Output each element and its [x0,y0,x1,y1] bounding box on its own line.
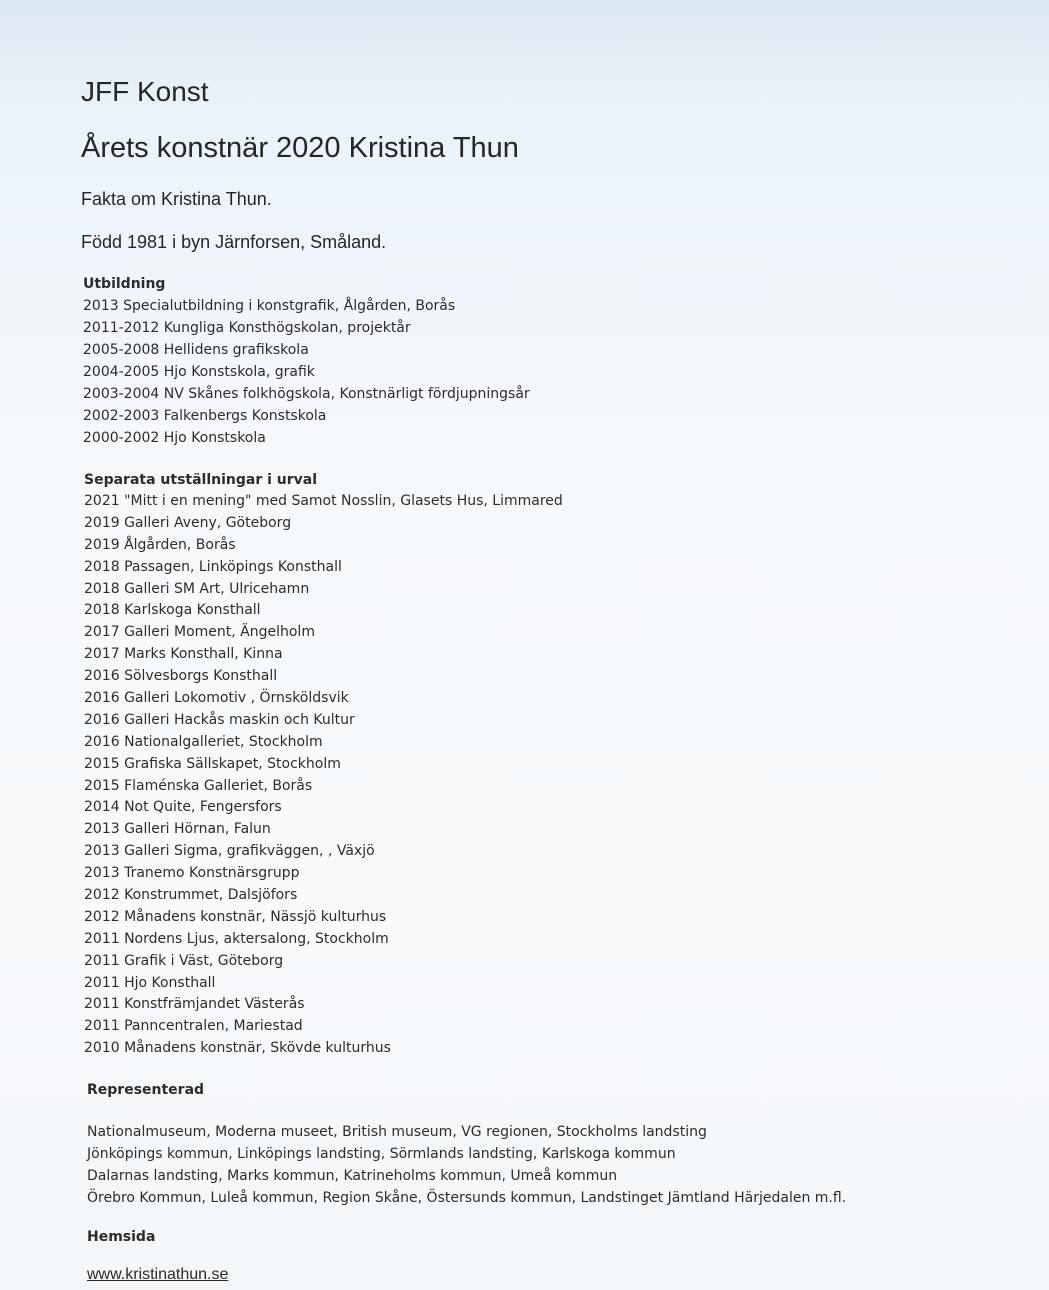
list-item: 2017 Marks Konsthall, Kinna [84,646,283,663]
list-item: 2011 Panncentralen, Mariestad [84,1018,303,1035]
list-item: 2019 Galleri Aveny, Göteborg [84,514,292,531]
list-item: 2012 Konstrummet, Dalsjöfors [84,887,298,904]
exhibitions-list [84,491,563,1060]
list-item: 2011-2012 Kungliga Konsthögskolan, projektår [83,320,411,336]
list-item: 2016 Nationalgalleriet, Stockholm [84,733,323,750]
list-item: 2011 Hjo Konsthall [84,974,216,991]
list-item: 2010 Månadens konstnär, Skövde kulturhus [84,1040,391,1057]
education-list [83,295,530,449]
list-item: 2016 Galleri Lokomotiv , Örnsköldsvik [84,690,349,707]
education-heading: Utbildning [83,276,166,292]
list-item: 2016 Sölvesborgs Konsthall [84,668,278,685]
list-item: 2013 Galleri Hörnan, Falun [84,821,271,838]
website-heading: Hemsida [87,1229,156,1245]
list-item: 2016 Galleri Hackås maskin och Kultur [84,711,355,728]
list-item: 2015 Grafiska Sällskapet, Stockholm [84,755,341,772]
list-item: 2013 Tranemo Konstnärsgrupp [84,865,300,882]
website-section [87,1226,228,1284]
list-item: 2018 Karlskoga Konsthall [84,602,261,619]
list-item: 2011 Konstfrämjandet Västerås [84,996,305,1013]
list-item: 2013 Galleri Sigma, grafikväggen, , Växjö [84,843,375,860]
list-item: 2014 Not Quite, Fengersfors [84,799,282,816]
birth-info: Född 1981 i byn Järnforsen, Småland. [81,232,387,252]
intro-text: Fakta om Kristina Thun. [81,189,272,209]
exhibitions-section [84,469,563,1060]
list-item: Jönköpings kommun, Linköpings landsting, Sörmlands landsting, Karlskoga kommun [87,1146,676,1162]
list-item: 2019 Ålgården, Borås [84,536,236,553]
list-item: 2018 Passagen, Linköpings Konsthall [84,558,342,575]
list-item: Nationalmuseum, Moderna museet, British museum, VG regionen, Stockholms landsting [87,1124,707,1140]
list-item: Dalarnas landsting, Marks kommun, Katrineholms kommun, Umeå kommun [87,1168,618,1184]
list-item: 2002-2003 Falkenbergs Konstskola [83,408,327,424]
list-item: 2017 Galleri Moment, Ängelholm [84,624,315,641]
website-link[interactable]: www.kristinathun.se [87,1266,229,1283]
exhibitions-heading: Separata utställningar i urval [84,472,318,488]
list-item: 2011 Grafik i Väst, Göteborg [84,952,284,969]
list-item: 2011 Nordens Ljus, aktersalong, Stockholm [84,930,389,947]
list-item: 2005-2008 Hellidens grafikskola [83,342,309,358]
represented-list [87,1121,846,1209]
list-item: 2021 "Mitt i en mening" med Samot Nosslin, Glasets Hus, Limmared [84,493,563,509]
brand-name: JFF Konst [81,76,209,107]
list-item: 2012 Månadens konstnär, Nässjö kulturhus [84,908,387,925]
list-item: Örebro Kommun, Luleå kommun, Region Skåne, Östersunds kommun, Landstinget Jämtland Härjedalen m.fl. [87,1190,847,1206]
list-item: 2015 Flaménska Galleriet, Borås [84,777,313,794]
list-item: 2000-2002 Hjo Konstskola [83,430,266,446]
represented-heading: Representerad [87,1082,205,1098]
education-section [83,273,530,449]
list-item: 2018 Galleri SM Art, Ulricehamn [84,580,310,597]
list-item: 2004-2005 Hjo Konstskola, grafik [83,364,315,380]
list-item: 2013 Specialutbildning i konstgrafik, Ålgården, Borås [83,298,456,314]
represented-section [87,1079,846,1209]
page-title: Årets konstnär 2020 Kristina Thun [81,132,519,164]
list-item: 2003-2004 NV Skånes folkhögskola, Konstnärligt fördjupningsår [83,386,530,402]
